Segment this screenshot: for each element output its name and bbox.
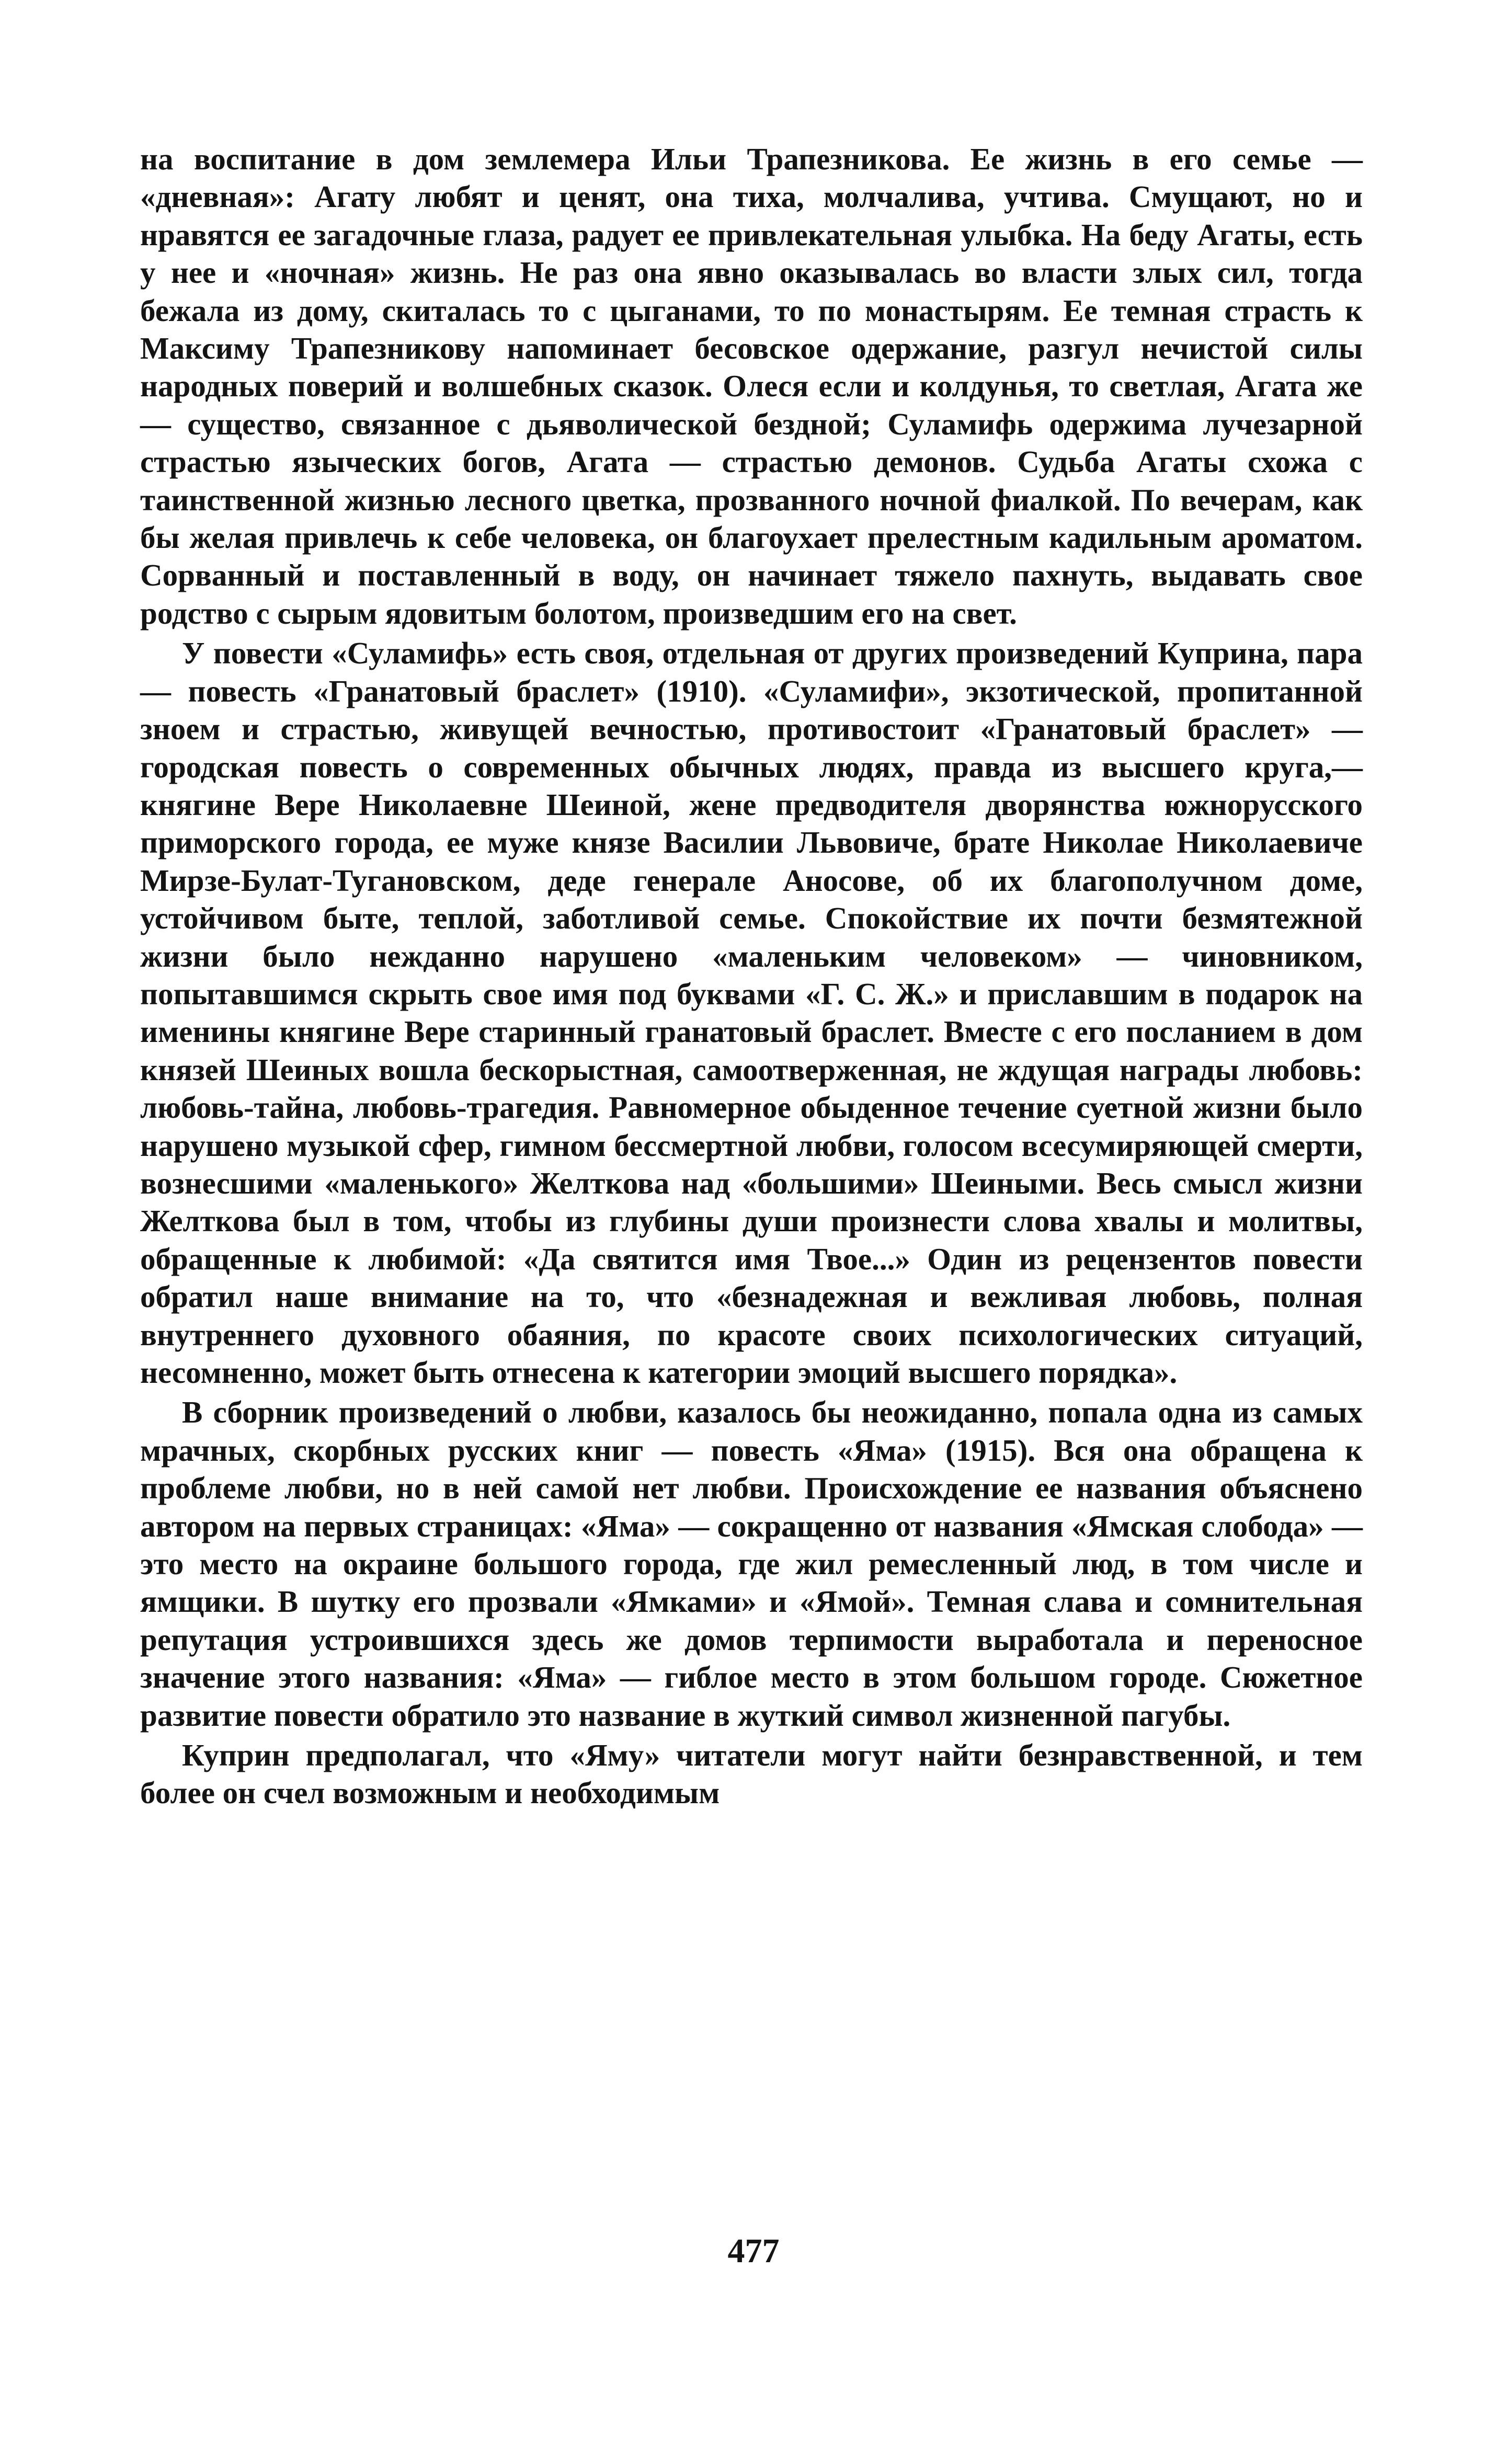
- paragraph-yama: В сборник произведений о любви, казалось бы неожиданно, попала одна из самых мрачных, скорбных русских книг — повесть «Яма» (1915). Вся она обращена к проблеме любви, но в ней самой нет любви. Происхождение ее названия объяснено автором на первых страницах: «Яма» — сокращенно от названия «Ямская слобода» — это место на окраине большого города, где жил ремесленный люд, в том числе и ямщики. В шутку его прозвали «Ямками» и «Ямой». Темная слава и сомнительная репутация устроившихся здесь же домов терпимости выработала и переносное значение этого названия: «Яма» — гиблое место в этом большом городе. Сюжетное развитие повести обратило это название в жуткий символ жизненной пагубы.: [140, 1395, 1363, 1733]
- paragraph-kuprin: Куприн предполагал, что «Яму» читатели могут найти безнравственной, и тем более он счел возможным и необходимым: [140, 1738, 1363, 1810]
- page-number: 477: [727, 2232, 780, 2270]
- body-text: [140, 140, 1363, 1812]
- paragraph-garnet-bracelet: У повести «Суламифь» есть своя, отдельная от других произведений Куприна, пара — повесть «Гранатовый браслет» (1910). «Суламифи», экзотической, пропитанной зноем и страстью, живущей вечностью, противостоит «Гранатовый браслет» — городская повесть о современных обычных людях, правда из высшего круга,— княгине Вере Николаевне Шеиной, жене предводителя дворянства южнорусского приморского города, ее муже князе Василии Львовиче, брате Николае Николаевиче Мирзе-Булат-Тугановском, деде генерале Аносове, об их благополучном доме, устойчивом быте, теплой, заботливой семье. Спокойствие их почти безмятежной жизни было нежданно нарушено «маленьким человеком» — чиновником, попытавшимся скрыть свое имя под буквами «Г. С. Ж.» и приславшим в подарок на именины княгине Вере старинный гранатовый браслет. Вместе с его посланием в дом князей Шеиных вошла бескорыстная, самоотверженная, не ждущая награды любовь: любовь-тайна, любовь-трагедия. Равномерное обыденное течение суетной жизни было нарушено музыкой сфер, гимном бессмертной любви, голосом всесумиряющей смерти, вознесшими «маленького» Желткова над «большими» Шеиными. Весь смысл жизни Желткова был в том, чтобы из глубины души произнести слова хвалы и молитвы, обращенные к любимой: «Да святится имя Твое...» Один из рецензентов повести обратил наше внимание на то, что «безнадежная и вежливая любовь, полная внутреннего духовного обаяния, по красоте своих психологических ситуаций, несомненно, может быть отнесена к категории эмоций высшего порядка».: [140, 636, 1363, 1390]
- paragraph-agata: на воспитание в дом землемера Ильи Трапезникова. Ее жизнь в его семье — «дневная»: Агату любят и ценят, она тиха, молчалива, учтива. Смущают, но и нравятся ее загадочные глаза, радует ее привлекательная улыбка. На беду Агаты, есть у нее и «ночная» жизнь. Не раз она явно оказывалась во власти злых сил, тогда бежала из дому, скиталась то с цыганами, то по монастырям. Ее темная страсть к Максиму Трапезникову напоминает бесовское одержание, разгул нечистой силы народных поверий и волшебных сказок. Олеся если и колдунья, то светлая, Агата же — существо, связанное с дьяволической бездной; Суламифь одержима лучезарной страстью языческих богов, Агата — страстью демонов. Судьба Агаты схожа с таинственной жизнью лесного цветка, прозванного ночной фиалкой. По вечерам, как бы желая привлечь к себе человека, он благоухает прелестным кадильным ароматом. Сорванный и поставленный в воду, он начинает тяжело пахнуть, выдавать свое родство с сырым ядовитым болотом, произведшим его на свет.: [140, 142, 1363, 631]
